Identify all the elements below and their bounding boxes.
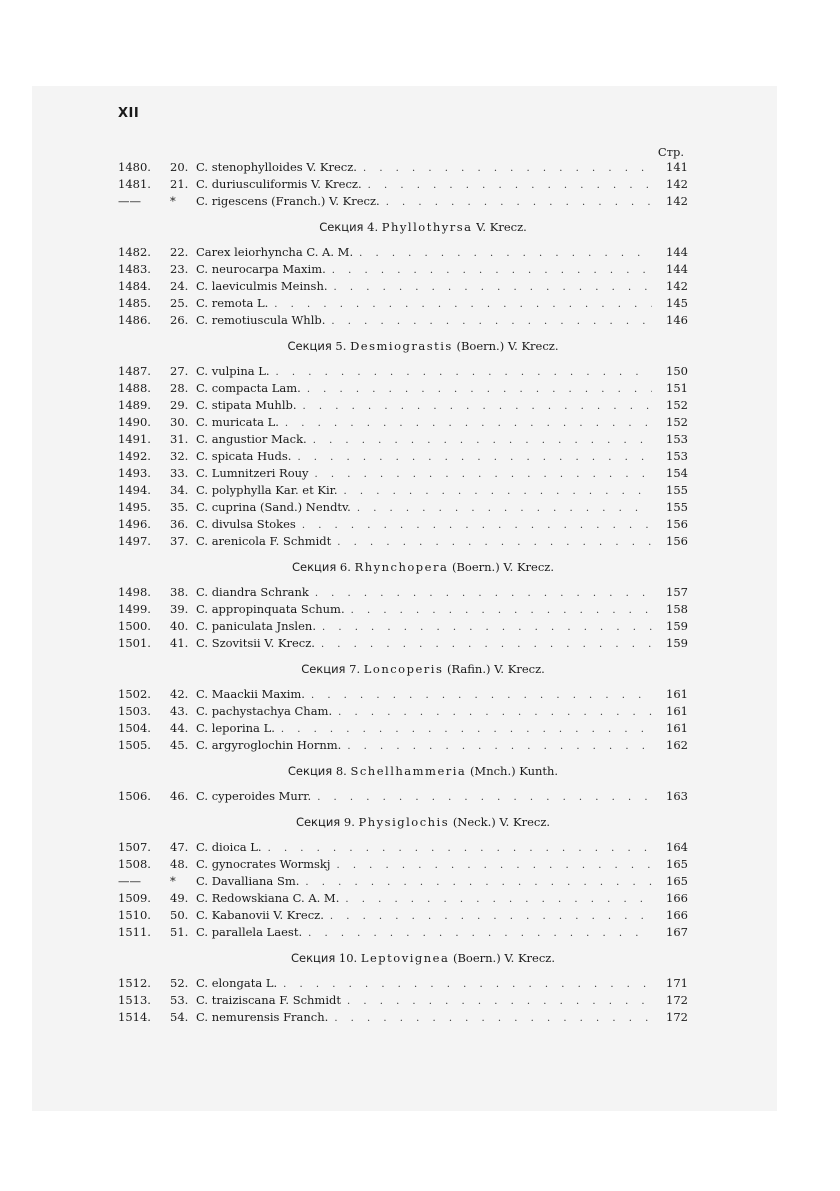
entry-number: —— — [118, 194, 141, 208]
dot-leader — [351, 602, 652, 619]
entry-page: 164 — [666, 840, 688, 854]
entry-number: 1490. — [118, 415, 151, 429]
section-heading — [118, 210, 688, 244]
species-name: C. Redowskiana C. A. M. — [196, 891, 340, 905]
dot-leader — [347, 738, 652, 755]
entry-page: 158 — [666, 602, 688, 616]
entry-page: 155 — [666, 500, 688, 514]
section-authority: (Boern.) V. Krecz. — [456, 339, 559, 353]
entry-page: 166 — [666, 891, 688, 905]
entry-number: 1502. — [118, 687, 151, 701]
species-index: 21. — [170, 177, 189, 191]
entry-number: 1491. — [118, 432, 151, 446]
page-number-roman: XII — [118, 106, 140, 121]
species-name: C. leporina L. — [196, 721, 275, 735]
entry-number: 1489. — [118, 398, 151, 412]
toc-entry — [118, 856, 688, 873]
entry-page: 161 — [666, 704, 688, 718]
page-column-header: Стр. — [657, 145, 684, 159]
dot-leader — [302, 517, 652, 534]
section-word: Секция — [287, 764, 333, 778]
species-name: C. parallela Laest. — [196, 925, 303, 939]
dot-leader — [331, 313, 652, 330]
entry-number: 1499. — [118, 602, 151, 616]
entry-name-line — [196, 788, 652, 806]
entry-name-line — [196, 856, 652, 874]
toc-entry — [118, 397, 688, 414]
entry-page: 162 — [666, 738, 688, 752]
section-heading — [118, 329, 688, 363]
dot-leader — [281, 721, 652, 738]
toc-entry — [118, 686, 688, 703]
section-title: Phyllothyrsa — [381, 220, 473, 234]
dot-leader — [336, 857, 652, 874]
dot-leader — [315, 585, 652, 602]
species-index: 53. — [170, 993, 189, 1007]
entry-name-line — [196, 363, 652, 381]
species-name: C. nemurensis Franch. — [196, 1010, 329, 1024]
entry-number: 1485. — [118, 296, 151, 310]
entry-page: 166 — [666, 908, 688, 922]
entry-name-line — [196, 737, 652, 755]
entry-number: 1514. — [118, 1010, 151, 1024]
entry-name-line — [196, 890, 652, 908]
species-name: C. Lumnitzeri Rouy — [196, 466, 309, 480]
entry-page: 159 — [666, 619, 688, 633]
entry-name-line — [196, 975, 652, 993]
section-title: Desmiograstis — [350, 339, 453, 353]
entry-name-line — [196, 295, 652, 313]
toc-entry — [118, 618, 688, 635]
toc-entry — [118, 176, 688, 193]
section-heading — [118, 550, 688, 584]
toc-entry — [118, 975, 688, 992]
toc-entry — [118, 499, 688, 516]
toc-entry — [118, 890, 688, 907]
entry-page: 171 — [666, 976, 688, 990]
entry-page: 172 — [666, 1010, 688, 1024]
species-name: C. dioica L. — [196, 840, 262, 854]
entry-number: 1488. — [118, 381, 151, 395]
dot-leader — [311, 687, 652, 704]
species-name: C. Kabanovii V. Krecz. — [196, 908, 324, 922]
species-index: 46. — [170, 789, 189, 803]
entry-number: 1496. — [118, 517, 151, 531]
section-number: 8. — [335, 764, 347, 778]
toc-entry — [118, 465, 688, 482]
toc-entry — [118, 720, 688, 737]
entry-number: 1505. — [118, 738, 151, 752]
species-name: C. Maackii Maxim. — [196, 687, 305, 701]
entry-page: 155 — [666, 483, 688, 497]
entry-name-line — [196, 516, 652, 534]
toc-entry — [118, 448, 688, 465]
species-index: 34. — [170, 483, 189, 497]
entry-number: 1493. — [118, 466, 151, 480]
species-index: 31. — [170, 432, 189, 446]
dot-leader — [347, 993, 652, 1010]
dot-leader — [268, 840, 652, 857]
toc-entry — [118, 159, 688, 176]
entry-number: 1513. — [118, 993, 151, 1007]
species-index: 39. — [170, 602, 189, 616]
dot-leader — [303, 398, 652, 415]
section-number: 4. — [367, 220, 379, 234]
species-name: C. stenophylloides V. Krecz. — [196, 160, 357, 174]
toc-entry — [118, 261, 688, 278]
dot-leader — [317, 789, 652, 806]
entry-number: —— — [118, 874, 141, 888]
dot-leader — [363, 160, 652, 177]
species-index: 30. — [170, 415, 189, 429]
entry-page: 152 — [666, 415, 688, 429]
entry-page: 172 — [666, 993, 688, 1007]
entry-page: 165 — [666, 874, 688, 888]
species-index: 48. — [170, 857, 189, 871]
species-name: C. pachystachya Cham. — [196, 704, 333, 718]
species-index: 29. — [170, 398, 189, 412]
entry-name-line — [196, 278, 652, 296]
toc-entry — [118, 244, 688, 261]
dot-leader — [321, 636, 652, 653]
section-number: 5. — [335, 339, 347, 353]
species-name: C. remotiuscula Whlb. — [196, 313, 326, 327]
entry-page: 165 — [666, 857, 688, 871]
entry-page: 150 — [666, 364, 688, 378]
entry-page: 151 — [666, 381, 688, 395]
section-heading — [118, 805, 688, 839]
entry-name-line — [196, 720, 652, 738]
entry-page: 154 — [666, 466, 688, 480]
entry-page: 161 — [666, 721, 688, 735]
species-index: 33. — [170, 466, 189, 480]
toc-entry — [118, 1009, 688, 1026]
entry-page: 144 — [666, 262, 688, 276]
species-name: C. spicata Huds. — [196, 449, 292, 463]
entry-number: 1507. — [118, 840, 151, 854]
entry-page: 145 — [666, 296, 688, 310]
species-name: C. arenicola F. Schmidt — [196, 534, 332, 548]
species-index: 37. — [170, 534, 189, 548]
entry-page: 153 — [666, 432, 688, 446]
species-index: 49. — [170, 891, 189, 905]
dot-leader — [386, 194, 652, 211]
dot-leader — [276, 364, 652, 381]
species-name: C. argyroglochin Hornm. — [196, 738, 342, 752]
entry-page: 141 — [666, 160, 688, 174]
dot-leader — [334, 279, 652, 296]
species-index: 44. — [170, 721, 189, 735]
entry-number: 1486. — [118, 313, 151, 327]
entry-name-line — [196, 686, 652, 704]
entry-name-line — [196, 601, 652, 619]
entry-page: 156 — [666, 517, 688, 531]
toc-entry — [118, 295, 688, 312]
dot-leader — [274, 296, 652, 313]
dot-leader — [297, 449, 652, 466]
toc-entry — [118, 414, 688, 431]
section-word: Секция — [291, 560, 337, 574]
species-index: 42. — [170, 687, 189, 701]
toc-entry — [118, 363, 688, 380]
entry-number: 1497. — [118, 534, 151, 548]
entry-number: 1506. — [118, 789, 151, 803]
species-name: C. divulsa Stokes — [196, 517, 296, 531]
entry-page: 157 — [666, 585, 688, 599]
toc-entry — [118, 380, 688, 397]
species-index: 20. — [170, 160, 189, 174]
entry-page: 156 — [666, 534, 688, 548]
species-index: 43. — [170, 704, 189, 718]
entry-page: 163 — [666, 789, 688, 803]
species-index: 41. — [170, 636, 189, 650]
entry-number: 1483. — [118, 262, 151, 276]
species-index: 25. — [170, 296, 189, 310]
entry-number: 1482. — [118, 245, 151, 259]
dot-leader — [330, 908, 652, 925]
dot-leader — [338, 704, 652, 721]
entry-number: 1509. — [118, 891, 151, 905]
entry-name-line — [196, 261, 652, 279]
entry-number: 1487. — [118, 364, 151, 378]
toc-entry — [118, 533, 688, 550]
entry-name-line — [196, 380, 652, 398]
dot-leader — [283, 976, 652, 993]
entry-name-line — [196, 397, 652, 415]
section-authority: (Mnch.) Kunth. — [469, 764, 559, 778]
dot-leader — [344, 483, 652, 500]
entry-page: 153 — [666, 449, 688, 463]
entry-name-line — [196, 873, 652, 891]
entry-name-line — [196, 312, 652, 330]
dot-leader — [313, 432, 652, 449]
species-name: C. muricata L. — [196, 415, 279, 429]
species-name: C. vulpina L. — [196, 364, 270, 378]
dot-leader — [308, 925, 652, 942]
toc-entry — [118, 924, 688, 941]
species-index: 26. — [170, 313, 189, 327]
species-index: * — [170, 874, 176, 888]
species-index: 45. — [170, 738, 189, 752]
dot-leader — [322, 619, 652, 636]
species-index: 51. — [170, 925, 189, 939]
dot-leader — [334, 1010, 652, 1027]
entry-name-line — [196, 839, 652, 857]
section-word: Секция — [295, 815, 341, 829]
entry-name-line — [196, 244, 652, 262]
species-name: C. appropinquata Schum. — [196, 602, 345, 616]
entry-page: 161 — [666, 687, 688, 701]
toc-entry — [118, 737, 688, 754]
section-heading — [118, 754, 688, 788]
species-name: C. Davalliana Sm. — [196, 874, 300, 888]
toc-entry — [118, 788, 688, 805]
species-index: 35. — [170, 500, 189, 514]
entry-name-line — [196, 159, 652, 177]
entry-name-line — [196, 907, 652, 925]
entry-name-line — [196, 703, 652, 721]
species-index: 24. — [170, 279, 189, 293]
species-index: 38. — [170, 585, 189, 599]
section-number: 6. — [339, 560, 351, 574]
toc-entry — [118, 635, 688, 652]
entry-page: 159 — [666, 636, 688, 650]
species-name: C. polyphylla Kar. et Kir. — [196, 483, 338, 497]
entry-number: 1480. — [118, 160, 151, 174]
section-word: Секция — [290, 951, 336, 965]
entry-page: 146 — [666, 313, 688, 327]
toc-entry — [118, 516, 688, 533]
entry-name-line — [196, 992, 652, 1010]
section-number: 7. — [349, 662, 361, 676]
dot-leader — [332, 262, 652, 279]
species-name: C. cyperoides Murr. — [196, 789, 312, 803]
entry-page: 142 — [666, 194, 688, 208]
entry-page: 167 — [666, 925, 688, 939]
entry-number: 1501. — [118, 636, 151, 650]
entry-name-line — [196, 448, 652, 466]
entry-name-line — [196, 533, 652, 551]
species-name: C. cuprina (Sand.) Nendtv. — [196, 500, 351, 514]
section-title: Schellhammeria — [350, 764, 467, 778]
section-title: Leptovignea — [360, 951, 450, 965]
entry-name-line — [196, 499, 652, 517]
entry-number: 1504. — [118, 721, 151, 735]
entry-number: 1495. — [118, 500, 151, 514]
species-index: 23. — [170, 262, 189, 276]
section-number: 10. — [338, 951, 358, 965]
species-index: 52. — [170, 976, 189, 990]
entry-name-line — [196, 482, 652, 500]
entry-name-line — [196, 431, 652, 449]
species-name: Carex leiorhyncha C. A. M. — [196, 245, 354, 259]
entry-number: 1510. — [118, 908, 151, 922]
dot-leader — [359, 245, 652, 262]
entry-name-line — [196, 465, 652, 483]
dot-leader — [337, 534, 652, 551]
entry-name-line — [196, 924, 652, 942]
species-index: 36. — [170, 517, 189, 531]
species-name: C. duriusculiformis V. Krecz. — [196, 177, 362, 191]
species-index: 32. — [170, 449, 189, 463]
entry-number: 1508. — [118, 857, 151, 871]
toc-entry — [118, 703, 688, 720]
entry-page: 142 — [666, 279, 688, 293]
species-index: 28. — [170, 381, 189, 395]
toc-entry — [118, 193, 688, 210]
species-name: C. neurocarpa Maxim. — [196, 262, 326, 276]
entry-name-line — [196, 584, 652, 602]
dot-leader — [357, 500, 652, 517]
toc-entry — [118, 839, 688, 856]
entry-page: 144 — [666, 245, 688, 259]
species-index: 40. — [170, 619, 189, 633]
entry-number: 1511. — [118, 925, 151, 939]
entry-name-line — [196, 176, 652, 194]
species-index: 27. — [170, 364, 189, 378]
dot-leader — [305, 874, 652, 891]
section-authority: (Boern.) V. Krecz. — [451, 560, 555, 574]
section-authority: (Boern.) V. Krecz. — [452, 951, 556, 965]
section-word: Секция — [319, 220, 364, 234]
section-title: Rhynchopera — [354, 560, 449, 574]
section-number: 9. — [343, 815, 355, 829]
entry-number: 1484. — [118, 279, 151, 293]
dot-leader — [285, 415, 652, 432]
species-index: 47. — [170, 840, 189, 854]
dot-leader — [315, 466, 652, 483]
toc-entry — [118, 431, 688, 448]
section-word: Секция — [301, 662, 346, 676]
section-heading — [118, 941, 688, 975]
species-name: C. stipata Muhlb. — [196, 398, 297, 412]
entry-name-line — [196, 193, 652, 211]
species-name: C. diandra Schrank — [196, 585, 309, 599]
species-name: C. compacta Lam. — [196, 381, 301, 395]
section-word: Секция — [287, 339, 332, 353]
species-index: 54. — [170, 1010, 189, 1024]
section-heading — [118, 652, 688, 686]
species-name: C. traiziscana F. Schmidt — [196, 993, 341, 1007]
species-index: 50. — [170, 908, 189, 922]
entry-number: 1498. — [118, 585, 151, 599]
entry-page: 142 — [666, 177, 688, 191]
toc-entry — [118, 907, 688, 924]
species-index: * — [170, 194, 176, 208]
section-authority: (Rafin.) V. Krecz. — [447, 662, 545, 676]
species-name: C. Szovitsii V. Krecz. — [196, 636, 315, 650]
entry-page: 152 — [666, 398, 688, 412]
toc-entry — [118, 601, 688, 618]
entry-number: 1503. — [118, 704, 151, 718]
section-title: Physiglochis — [358, 815, 450, 829]
toc-entry — [118, 584, 688, 601]
toc-entry — [118, 873, 688, 890]
toc-body — [118, 159, 688, 1026]
entry-number: 1481. — [118, 177, 151, 191]
section-authority: V. Krecz. — [476, 220, 527, 234]
toc-entry — [118, 312, 688, 329]
entry-name-line — [196, 635, 652, 653]
species-name: C. gynocrates Wormskj — [196, 857, 331, 871]
species-name: C. rigescens (Franch.) V. Krecz. — [196, 194, 380, 208]
species-index: 22. — [170, 245, 189, 259]
section-title: Loncoperis — [363, 662, 444, 676]
entry-number: 1494. — [118, 483, 151, 497]
species-name: C. remota L. — [196, 296, 269, 310]
entry-number: 1500. — [118, 619, 151, 633]
entry-name-line — [196, 414, 652, 432]
dot-leader — [345, 891, 652, 908]
species-name: C. laeviculmis Meinsh. — [196, 279, 328, 293]
dot-leader — [368, 177, 652, 194]
entry-name-line — [196, 618, 652, 636]
species-name: C. elongata L. — [196, 976, 278, 990]
entry-name-line — [196, 1009, 652, 1027]
toc-entry — [118, 278, 688, 295]
toc-entry — [118, 992, 688, 1009]
entry-number: 1512. — [118, 976, 151, 990]
toc-entry — [118, 482, 688, 499]
species-name: C. paniculata Jnslen. — [196, 619, 316, 633]
table-of-contents — [118, 106, 688, 1026]
species-name: C. angustior Mack. — [196, 432, 307, 446]
section-authority: (Neck.) V. Krecz. — [452, 815, 551, 829]
entry-number: 1492. — [118, 449, 151, 463]
dot-leader — [307, 381, 652, 398]
